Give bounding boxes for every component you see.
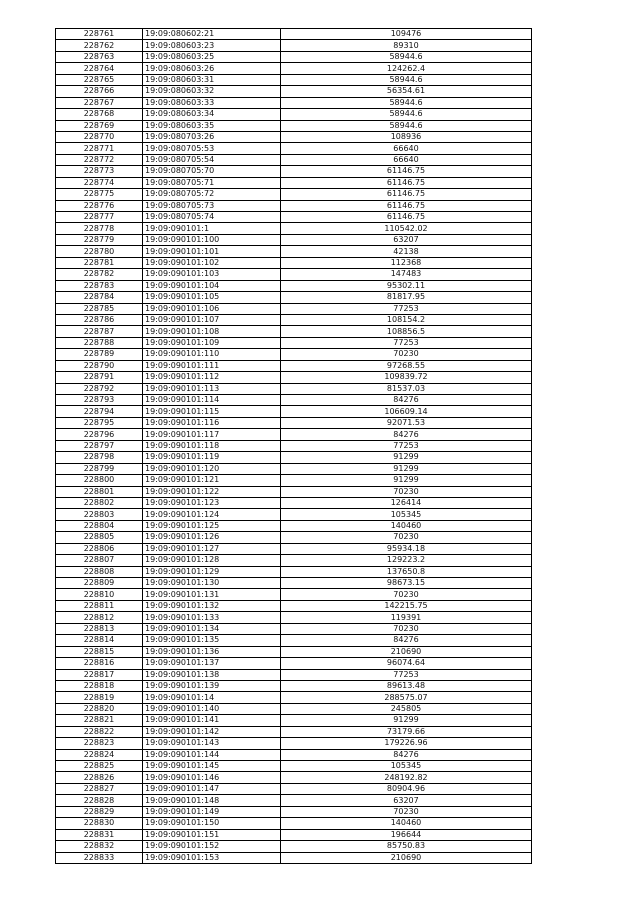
amount-cell: 108154.2 xyxy=(281,314,532,325)
table-row xyxy=(56,74,532,85)
amount-cell: 80904.96 xyxy=(281,783,532,794)
amount-cell: 77253 xyxy=(281,440,532,451)
cadastral-number-cell: 19:09:090101:110 xyxy=(143,349,281,360)
row-number-cell: 228769 xyxy=(56,120,143,131)
table-row xyxy=(56,600,532,611)
amount-cell: 66640 xyxy=(281,154,532,165)
row-number-cell: 228766 xyxy=(56,86,143,97)
table-row xyxy=(56,326,532,337)
cadastral-number-cell: 19:09:090101:125 xyxy=(143,520,281,531)
amount-cell: 142215.75 xyxy=(281,600,532,611)
amount-cell: 98673.15 xyxy=(281,578,532,589)
table-row xyxy=(56,349,532,360)
table-row xyxy=(56,51,532,62)
amount-cell: 91299 xyxy=(281,715,532,726)
row-number-cell: 228774 xyxy=(56,177,143,188)
amount-cell: 129223.2 xyxy=(281,555,532,566)
cadastral-number-cell: 19:09:090101:129 xyxy=(143,566,281,577)
amount-cell: 61146.75 xyxy=(281,200,532,211)
row-number-cell: 228831 xyxy=(56,829,143,840)
amount-cell: 126414 xyxy=(281,497,532,508)
table-row xyxy=(56,589,532,600)
amount-cell: 91299 xyxy=(281,475,532,486)
table-row xyxy=(56,772,532,783)
amount-cell: 109476 xyxy=(281,29,532,40)
amount-cell: 70230 xyxy=(281,623,532,634)
cadastral-number-cell: 19:09:080603:34 xyxy=(143,109,281,120)
row-number-cell: 228802 xyxy=(56,497,143,508)
table-row xyxy=(56,166,532,177)
table-row xyxy=(56,143,532,154)
cadastral-number-cell: 19:09:090101:114 xyxy=(143,395,281,406)
row-number-cell: 228785 xyxy=(56,303,143,314)
cadastral-number-cell: 19:09:090101:137 xyxy=(143,658,281,669)
cadastral-number-cell: 19:09:080602:21 xyxy=(143,29,281,40)
cadastral-number-cell: 19:09:090101:149 xyxy=(143,806,281,817)
cadastral-number-cell: 19:09:080603:32 xyxy=(143,86,281,97)
cadastral-number-cell: 19:09:090101:107 xyxy=(143,314,281,325)
cadastral-number-cell: 19:09:090101:131 xyxy=(143,589,281,600)
cadastral-number-cell: 19:09:090101:101 xyxy=(143,246,281,257)
amount-cell: 58944.6 xyxy=(281,120,532,131)
row-number-cell: 228773 xyxy=(56,166,143,177)
row-number-cell: 228763 xyxy=(56,51,143,62)
table-row xyxy=(56,395,532,406)
table-row xyxy=(56,715,532,726)
table-row xyxy=(56,429,532,440)
row-number-cell: 228789 xyxy=(56,349,143,360)
cadastral-number-cell: 19:09:090101:102 xyxy=(143,257,281,268)
table-row xyxy=(56,497,532,508)
cadastral-number-cell: 19:09:090101:121 xyxy=(143,475,281,486)
table-row xyxy=(56,623,532,634)
amount-cell: 109839.72 xyxy=(281,372,532,383)
cadastral-number-cell: 19:09:090101:134 xyxy=(143,623,281,634)
row-number-cell: 228788 xyxy=(56,337,143,348)
cadastral-number-cell: 19:09:080705:70 xyxy=(143,166,281,177)
table-row xyxy=(56,40,532,51)
cadastral-number-cell: 19:09:090101:112 xyxy=(143,372,281,383)
row-number-cell: 228775 xyxy=(56,189,143,200)
amount-cell: 110542.02 xyxy=(281,223,532,234)
data-table xyxy=(55,28,532,864)
cadastral-number-cell: 19:09:090101:113 xyxy=(143,383,281,394)
row-number-cell: 228772 xyxy=(56,154,143,165)
amount-cell: 108856.5 xyxy=(281,326,532,337)
table-row xyxy=(56,189,532,200)
amount-cell: 95934.18 xyxy=(281,543,532,554)
row-number-cell: 228796 xyxy=(56,429,143,440)
table-row xyxy=(56,669,532,680)
table-row xyxy=(56,749,532,760)
amount-cell: 95302.11 xyxy=(281,280,532,291)
table-row xyxy=(56,829,532,840)
row-number-cell: 228778 xyxy=(56,223,143,234)
row-number-cell: 228823 xyxy=(56,738,143,749)
table-row xyxy=(56,406,532,417)
cadastral-number-cell: 19:09:090101:14 xyxy=(143,692,281,703)
row-number-cell: 228813 xyxy=(56,623,143,634)
cadastral-number-cell: 19:09:090101:126 xyxy=(143,532,281,543)
row-number-cell: 228790 xyxy=(56,360,143,371)
cadastral-number-cell: 19:09:090101:136 xyxy=(143,646,281,657)
table-row xyxy=(56,463,532,474)
amount-cell: 81537.03 xyxy=(281,383,532,394)
amount-cell: 89613.48 xyxy=(281,680,532,691)
row-number-cell: 228829 xyxy=(56,806,143,817)
table-row xyxy=(56,177,532,188)
amount-cell: 70230 xyxy=(281,349,532,360)
row-number-cell: 228801 xyxy=(56,486,143,497)
cadastral-number-cell: 19:09:090101:127 xyxy=(143,543,281,554)
table-row xyxy=(56,635,532,646)
cadastral-number-cell: 19:09:090101:152 xyxy=(143,841,281,852)
table-row xyxy=(56,417,532,428)
row-number-cell: 228818 xyxy=(56,680,143,691)
table-row xyxy=(56,783,532,794)
table-row xyxy=(56,795,532,806)
amount-cell: 81817.95 xyxy=(281,292,532,303)
table-row xyxy=(56,223,532,234)
cadastral-number-cell: 19:09:080603:33 xyxy=(143,97,281,108)
cadastral-number-cell: 19:09:090101:111 xyxy=(143,360,281,371)
row-number-cell: 228797 xyxy=(56,440,143,451)
table-row xyxy=(56,120,532,131)
amount-cell: 248192.82 xyxy=(281,772,532,783)
amount-cell: 61146.75 xyxy=(281,166,532,177)
row-number-cell: 228820 xyxy=(56,703,143,714)
amount-cell: 112368 xyxy=(281,257,532,268)
amount-cell: 140460 xyxy=(281,520,532,531)
row-number-cell: 228787 xyxy=(56,326,143,337)
amount-cell: 58944.6 xyxy=(281,97,532,108)
row-number-cell: 228805 xyxy=(56,532,143,543)
row-number-cell: 228830 xyxy=(56,818,143,829)
row-number-cell: 228804 xyxy=(56,520,143,531)
table-row xyxy=(56,257,532,268)
cadastral-number-cell: 19:09:080705:72 xyxy=(143,189,281,200)
cadastral-number-cell: 19:09:090101:103 xyxy=(143,269,281,280)
row-number-cell: 228761 xyxy=(56,29,143,40)
row-number-cell: 228828 xyxy=(56,795,143,806)
row-number-cell: 228767 xyxy=(56,97,143,108)
table-row xyxy=(56,486,532,497)
cadastral-number-cell: 19:09:090101:150 xyxy=(143,818,281,829)
table-row xyxy=(56,475,532,486)
cadastral-number-cell: 19:09:080705:54 xyxy=(143,154,281,165)
amount-cell: 77253 xyxy=(281,337,532,348)
row-number-cell: 228806 xyxy=(56,543,143,554)
cadastral-number-cell: 19:09:090101:118 xyxy=(143,440,281,451)
amount-cell: 84276 xyxy=(281,429,532,440)
row-number-cell: 228824 xyxy=(56,749,143,760)
cadastral-number-cell: 19:09:090101:140 xyxy=(143,703,281,714)
amount-cell: 124262.4 xyxy=(281,63,532,74)
amount-cell: 61146.75 xyxy=(281,177,532,188)
row-number-cell: 228780 xyxy=(56,246,143,257)
table-row xyxy=(56,520,532,531)
row-number-cell: 228792 xyxy=(56,383,143,394)
table-row xyxy=(56,246,532,257)
row-number-cell: 228812 xyxy=(56,612,143,623)
table-row xyxy=(56,566,532,577)
table-row xyxy=(56,738,532,749)
cadastral-number-cell: 19:09:090101:133 xyxy=(143,612,281,623)
cadastral-number-cell: 19:09:080705:74 xyxy=(143,212,281,223)
cadastral-number-cell: 19:09:090101:151 xyxy=(143,829,281,840)
amount-cell: 105345 xyxy=(281,761,532,772)
row-number-cell: 228826 xyxy=(56,772,143,783)
row-number-cell: 228786 xyxy=(56,314,143,325)
table-row xyxy=(56,200,532,211)
amount-cell: 196644 xyxy=(281,829,532,840)
amount-cell: 58944.6 xyxy=(281,74,532,85)
amount-cell: 105345 xyxy=(281,509,532,520)
amount-cell: 70230 xyxy=(281,532,532,543)
amount-cell: 245805 xyxy=(281,703,532,714)
cadastral-number-cell: 19:09:090101:105 xyxy=(143,292,281,303)
cadastral-number-cell: 19:09:080705:71 xyxy=(143,177,281,188)
table-row xyxy=(56,97,532,108)
table-row xyxy=(56,292,532,303)
cadastral-number-cell: 19:09:090101:124 xyxy=(143,509,281,520)
row-number-cell: 228771 xyxy=(56,143,143,154)
amount-cell: 210690 xyxy=(281,646,532,657)
cadastral-number-cell: 19:09:080603:23 xyxy=(143,40,281,51)
cadastral-number-cell: 19:09:090101:132 xyxy=(143,600,281,611)
cadastral-number-cell: 19:09:090101:108 xyxy=(143,326,281,337)
row-number-cell: 228800 xyxy=(56,475,143,486)
table-row xyxy=(56,154,532,165)
cadastral-number-cell: 19:09:090101:104 xyxy=(143,280,281,291)
amount-cell: 58944.6 xyxy=(281,109,532,120)
table-row xyxy=(56,337,532,348)
row-number-cell: 228798 xyxy=(56,452,143,463)
table-row xyxy=(56,372,532,383)
cadastral-number-cell: 19:09:090101:117 xyxy=(143,429,281,440)
amount-cell: 147483 xyxy=(281,269,532,280)
row-number-cell: 228791 xyxy=(56,372,143,383)
amount-cell: 70230 xyxy=(281,589,532,600)
amount-cell: 66640 xyxy=(281,143,532,154)
cadastral-number-cell: 19:09:080603:26 xyxy=(143,63,281,74)
row-number-cell: 228783 xyxy=(56,280,143,291)
row-number-cell: 228782 xyxy=(56,269,143,280)
amount-cell: 70230 xyxy=(281,486,532,497)
table-row xyxy=(56,509,532,520)
row-number-cell: 228807 xyxy=(56,555,143,566)
cadastral-number-cell: 19:09:090101:148 xyxy=(143,795,281,806)
amount-cell: 89310 xyxy=(281,40,532,51)
cadastral-number-cell: 19:09:090101:145 xyxy=(143,761,281,772)
cadastral-number-cell: 19:09:090101:109 xyxy=(143,337,281,348)
cadastral-number-cell: 19:09:090101:128 xyxy=(143,555,281,566)
amount-cell: 210690 xyxy=(281,852,532,863)
row-number-cell: 228815 xyxy=(56,646,143,657)
row-number-cell: 228819 xyxy=(56,692,143,703)
amount-cell: 63207 xyxy=(281,234,532,245)
cadastral-number-cell: 19:09:090101:122 xyxy=(143,486,281,497)
table-row xyxy=(56,86,532,97)
row-number-cell: 228779 xyxy=(56,234,143,245)
cadastral-number-cell: 19:09:090101:153 xyxy=(143,852,281,863)
table-row xyxy=(56,726,532,737)
row-number-cell: 228795 xyxy=(56,417,143,428)
amount-cell: 97268.55 xyxy=(281,360,532,371)
cadastral-number-cell: 19:09:090101:135 xyxy=(143,635,281,646)
row-number-cell: 228793 xyxy=(56,395,143,406)
table-row xyxy=(56,29,532,40)
table-row xyxy=(56,280,532,291)
amount-cell: 140460 xyxy=(281,818,532,829)
table-row xyxy=(56,314,532,325)
table-row xyxy=(56,63,532,74)
table-row xyxy=(56,646,532,657)
table-row xyxy=(56,109,532,120)
cadastral-number-cell: 19:09:090101:141 xyxy=(143,715,281,726)
amount-cell: 77253 xyxy=(281,669,532,680)
row-number-cell: 228832 xyxy=(56,841,143,852)
row-number-cell: 228809 xyxy=(56,578,143,589)
amount-cell: 119391 xyxy=(281,612,532,623)
table-row xyxy=(56,578,532,589)
row-number-cell: 228811 xyxy=(56,600,143,611)
table-row xyxy=(56,852,532,863)
cadastral-number-cell: 19:09:090101:100 xyxy=(143,234,281,245)
row-number-cell: 228822 xyxy=(56,726,143,737)
cadastral-number-cell: 19:09:080603:35 xyxy=(143,120,281,131)
row-number-cell: 228799 xyxy=(56,463,143,474)
amount-cell: 92071.53 xyxy=(281,417,532,428)
row-number-cell: 228817 xyxy=(56,669,143,680)
amount-cell: 70230 xyxy=(281,806,532,817)
table-row xyxy=(56,543,532,554)
table-row xyxy=(56,131,532,142)
row-number-cell: 228762 xyxy=(56,40,143,51)
table-row xyxy=(56,703,532,714)
table-row xyxy=(56,692,532,703)
table-row xyxy=(56,680,532,691)
cadastral-number-cell: 19:09:090101:1 xyxy=(143,223,281,234)
amount-cell: 56354.61 xyxy=(281,86,532,97)
amount-cell: 77253 xyxy=(281,303,532,314)
table-row xyxy=(56,818,532,829)
amount-cell: 91299 xyxy=(281,452,532,463)
cadastral-number-cell: 19:09:090101:116 xyxy=(143,417,281,428)
amount-cell: 61146.75 xyxy=(281,189,532,200)
amount-cell: 84276 xyxy=(281,395,532,406)
amount-cell: 63207 xyxy=(281,795,532,806)
cadastral-number-cell: 19:09:090101:138 xyxy=(143,669,281,680)
table-row xyxy=(56,440,532,451)
amount-cell: 137650.8 xyxy=(281,566,532,577)
amount-cell: 42138 xyxy=(281,246,532,257)
row-number-cell: 228784 xyxy=(56,292,143,303)
cadastral-number-cell: 19:09:090101:142 xyxy=(143,726,281,737)
table-row xyxy=(56,452,532,463)
table-row xyxy=(56,532,532,543)
row-number-cell: 228816 xyxy=(56,658,143,669)
amount-cell: 85750.83 xyxy=(281,841,532,852)
table-row xyxy=(56,234,532,245)
table-row xyxy=(56,658,532,669)
amount-cell: 108936 xyxy=(281,131,532,142)
cadastral-number-cell: 19:09:080705:73 xyxy=(143,200,281,211)
amount-cell: 106609.14 xyxy=(281,406,532,417)
cadastral-number-cell: 19:09:090101:143 xyxy=(143,738,281,749)
row-number-cell: 228827 xyxy=(56,783,143,794)
row-number-cell: 228777 xyxy=(56,212,143,223)
table-row xyxy=(56,360,532,371)
row-number-cell: 228808 xyxy=(56,566,143,577)
row-number-cell: 228810 xyxy=(56,589,143,600)
cadastral-number-cell: 19:09:090101:119 xyxy=(143,452,281,463)
table-row xyxy=(56,761,532,772)
row-number-cell: 228770 xyxy=(56,131,143,142)
row-number-cell: 228825 xyxy=(56,761,143,772)
cadastral-number-cell: 19:09:090101:130 xyxy=(143,578,281,589)
cadastral-number-cell: 19:09:090101:123 xyxy=(143,497,281,508)
amount-cell: 91299 xyxy=(281,463,532,474)
amount-cell: 288575.07 xyxy=(281,692,532,703)
table-row xyxy=(56,841,532,852)
amount-cell: 84276 xyxy=(281,749,532,760)
row-number-cell: 228776 xyxy=(56,200,143,211)
amount-cell: 84276 xyxy=(281,635,532,646)
table-row xyxy=(56,383,532,394)
row-number-cell: 228794 xyxy=(56,406,143,417)
table-row xyxy=(56,806,532,817)
cadastral-number-cell: 19:09:090101:144 xyxy=(143,749,281,760)
table-body xyxy=(56,29,532,864)
table-row xyxy=(56,612,532,623)
amount-cell: 179226.96 xyxy=(281,738,532,749)
cadastral-number-cell: 19:09:090101:146 xyxy=(143,772,281,783)
row-number-cell: 228764 xyxy=(56,63,143,74)
row-number-cell: 228803 xyxy=(56,509,143,520)
cadastral-number-cell: 19:09:080603:25 xyxy=(143,51,281,62)
table-row xyxy=(56,212,532,223)
cadastral-number-cell: 19:09:090101:106 xyxy=(143,303,281,314)
table-row xyxy=(56,303,532,314)
cadastral-number-cell: 19:09:090101:139 xyxy=(143,680,281,691)
row-number-cell: 228765 xyxy=(56,74,143,85)
cadastral-number-cell: 19:09:090101:115 xyxy=(143,406,281,417)
row-number-cell: 228821 xyxy=(56,715,143,726)
cadastral-number-cell: 19:09:090101:120 xyxy=(143,463,281,474)
amount-cell: 58944.6 xyxy=(281,51,532,62)
row-number-cell: 228833 xyxy=(56,852,143,863)
row-number-cell: 228768 xyxy=(56,109,143,120)
amount-cell: 96074.64 xyxy=(281,658,532,669)
cadastral-number-cell: 19:09:080703:26 xyxy=(143,131,281,142)
cadastral-number-cell: 19:09:090101:147 xyxy=(143,783,281,794)
row-number-cell: 228814 xyxy=(56,635,143,646)
amount-cell: 61146.75 xyxy=(281,212,532,223)
table-row xyxy=(56,555,532,566)
amount-cell: 73179.66 xyxy=(281,726,532,737)
cadastral-number-cell: 19:09:080603:31 xyxy=(143,74,281,85)
table-row xyxy=(56,269,532,280)
row-number-cell: 228781 xyxy=(56,257,143,268)
cadastral-number-cell: 19:09:080705:53 xyxy=(143,143,281,154)
